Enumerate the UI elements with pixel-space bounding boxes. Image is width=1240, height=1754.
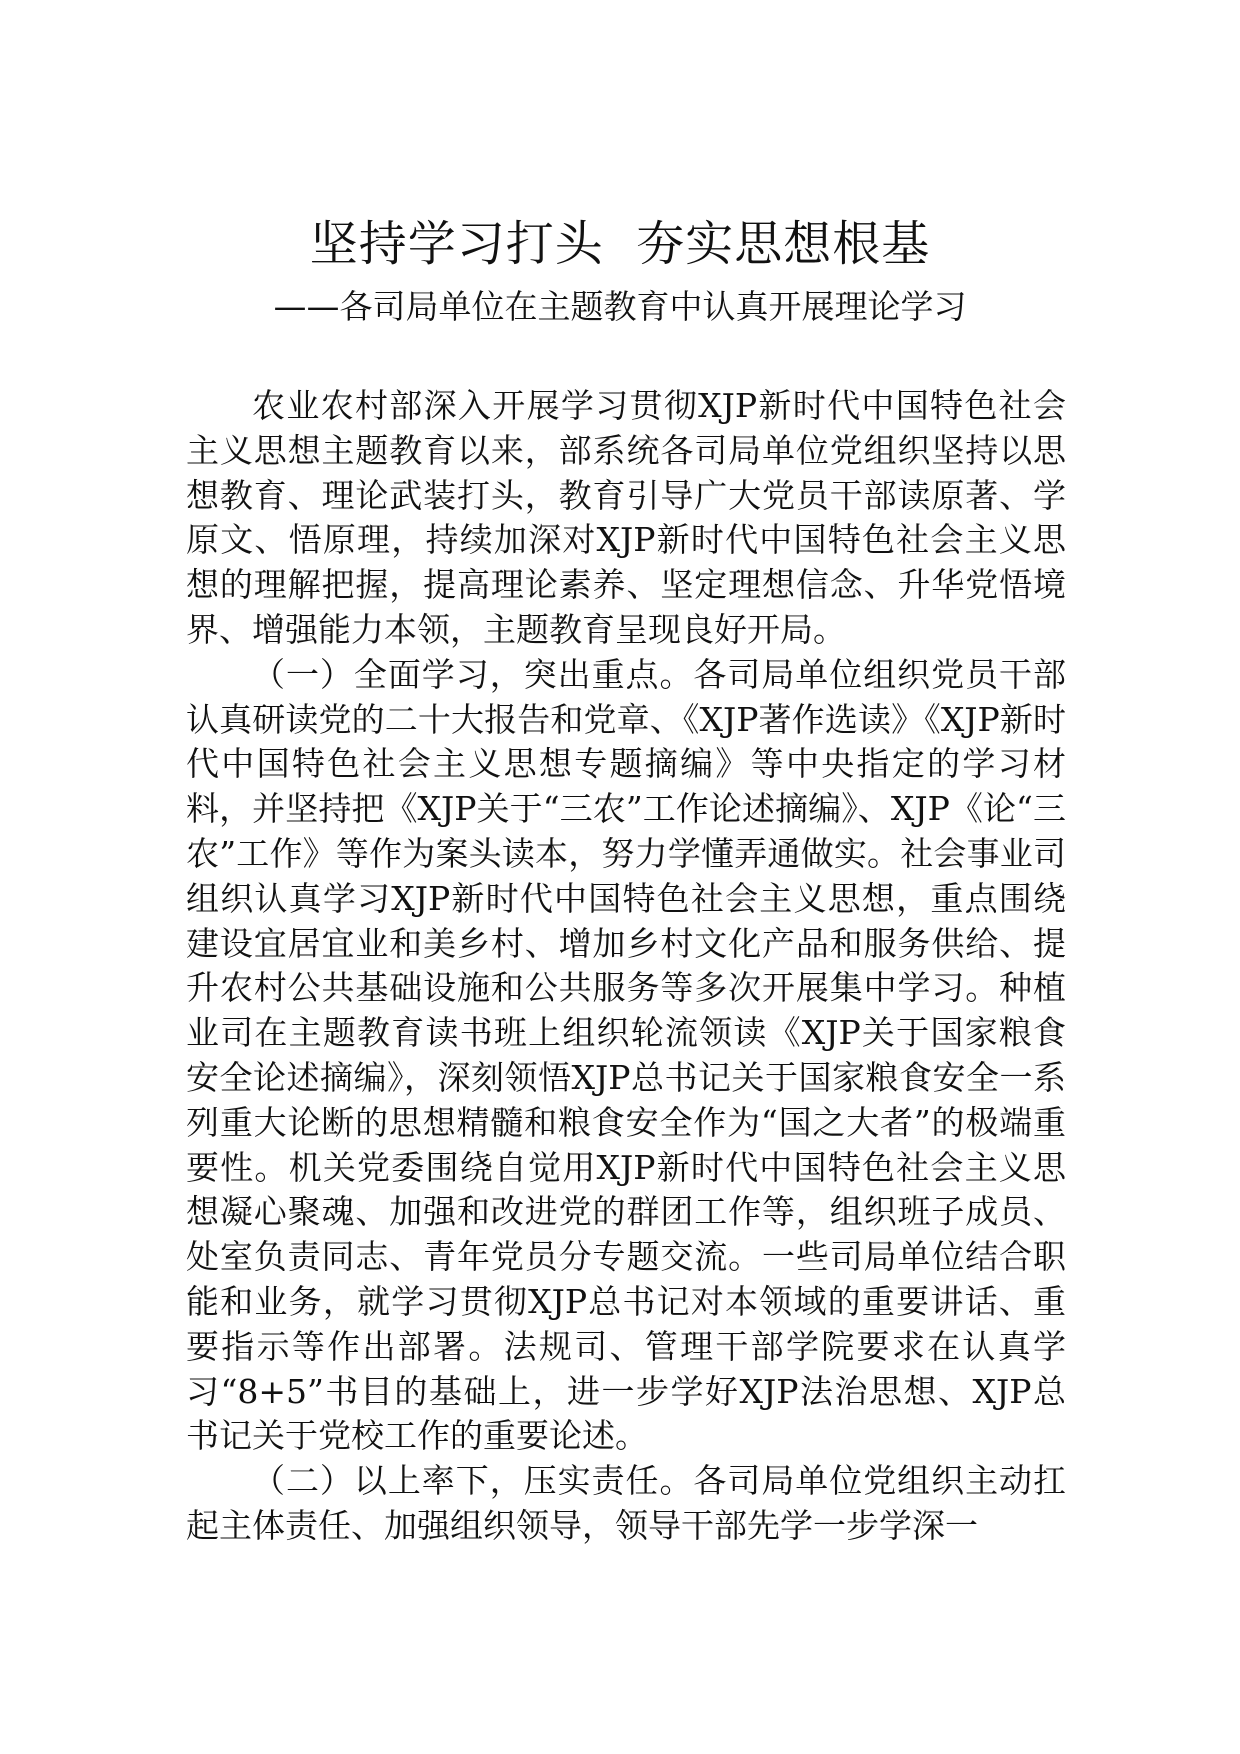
paragraph-section-1: （一）全面学习，突出重点。各司局单位组织党员干部认真研读党的二十大报告和党章、《XJP著作选读》《XJP新时代中国特色社会主义思想专题摘编》等中央指定的学习材料，并坚持把《XJP关于“三农”工作论述摘编》、XJP《论“三农”工作》等作为案头读本，努力学懂弄通做实。社会事业司组织认真学习XJP新时代中国特色社会主义思想，重点围绕建设宜居宜业和美乡村、增加乡村文化产品和服务供给、提升农村公共基础设施和公共服务等多次开展集中学习。种植业司在主题教育读书班上组织轮流领读《XJP关于国家粮食安全论述摘编》，深刻领悟XJP总书记关于国家粮食安全一系列重大论断的思想精髓和粮食安全作为“国之大者”的极端重要性。机关党委围绕自觉用XJP新时代中国特色社会主义思想凝心聚魂、加强和改进党的群团工作等，组织班子成员、处室负责同志、青年党员分专题交流。一些司局单位结合职能和业务，就学习贯彻XJP总书记对本领域的重要讲话、重要指示等作出部署。法规司、管理干部学院要求在认真学习“8+5”书目的基础上，进一步学好XJP法治思想、XJP总书记关于党校工作的重要论述。 <box>186 654 1066 1456</box>
document-body <box>186 384 1066 1549</box>
paragraph-section-2: （二）以上率下，压实责任。各司局单位党组织主动扛起主体责任、加强组织领导，领导干部先学一步学深一 <box>186 1461 1066 1545</box>
paragraph-intro: 农业农村部深入开展学习贯彻XJP新时代中国特色社会主义思想主题教育以来，部系统各司局单位党组织坚持以思想教育、理论武装打头，教育引导广大党员干部读原著、学原文、悟原理，持续加深对XJP新时代中国特色社会主义思想的理解把握，提高理论素养、坚定理想信念、升华党悟境界、增强能力本领，主题教育呈现良好开局。 <box>186 386 1066 649</box>
document-subtitle: ——各司局单位在主题教育中认真开展理论学习 <box>273 287 967 326</box>
document-title: 坚持学习打头 夯实思想根基 <box>309 216 931 272</box>
